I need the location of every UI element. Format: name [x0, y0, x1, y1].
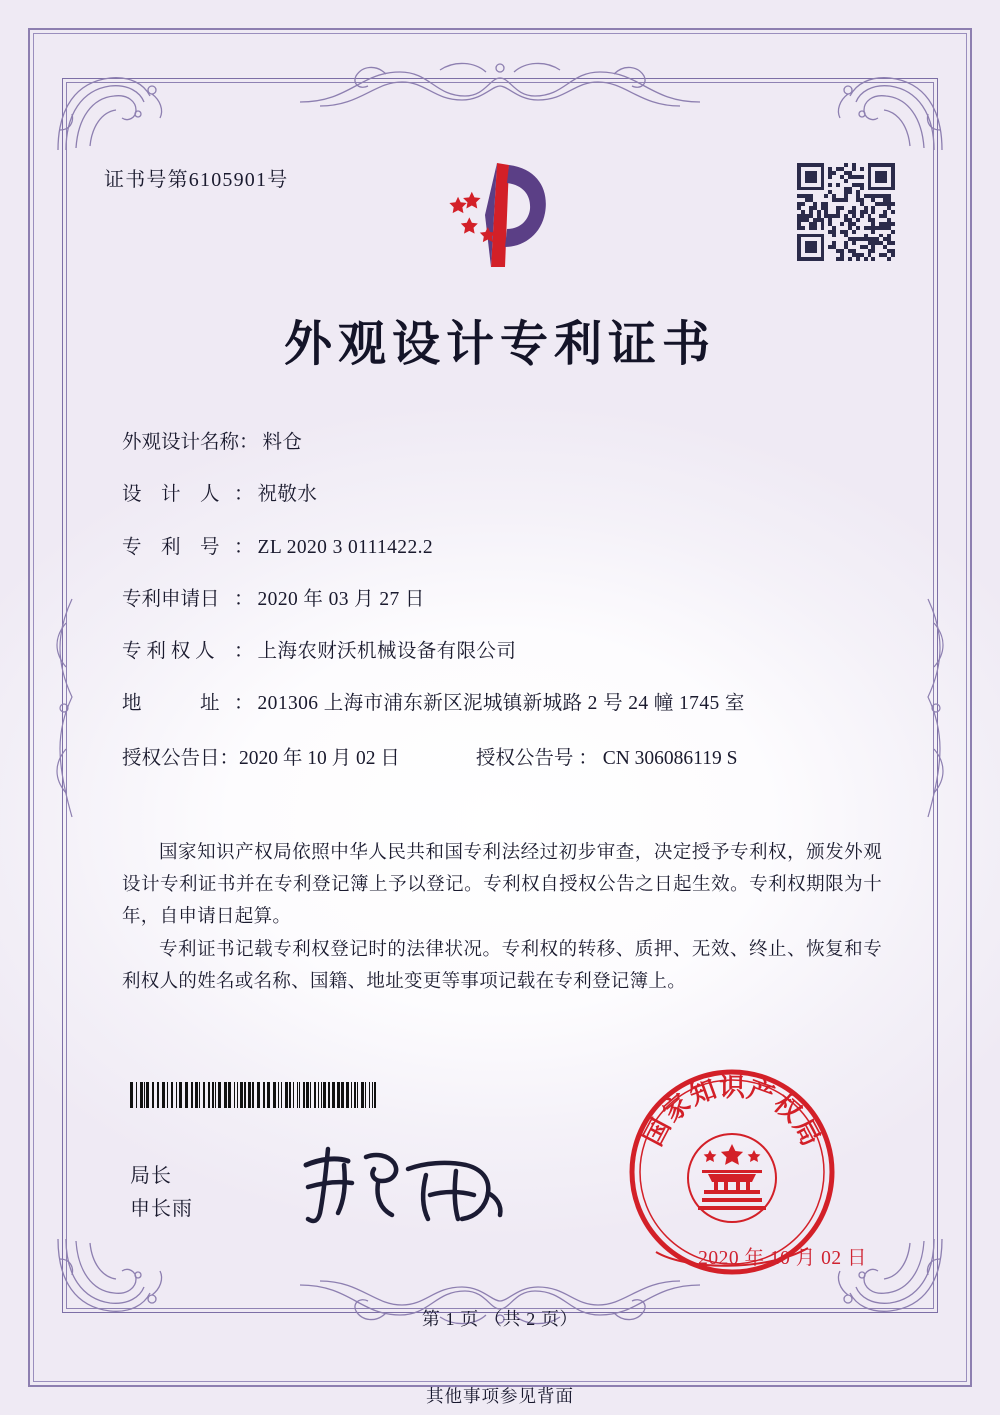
certificate-number: 证书号第6105901号 — [104, 169, 289, 191]
svg-text:知: 知 — [685, 1074, 721, 1111]
field-design-name — [122, 428, 882, 457]
field-label: 设 计 人 — [122, 484, 220, 506]
grant-date-value: 2020 年 10 月 02 日 — [239, 747, 400, 769]
field-grant-row — [122, 742, 882, 770]
field-patent-number — [122, 533, 882, 562]
director-name: 申长雨 — [130, 1198, 193, 1220]
paragraph-2: 专利证书记载专利权登记时的法律状况。专利权的转移、质押、无效、终止、恢复和专利权人的姓名或名称、国籍、地址变更等事项记载在专利登记簿上。 — [122, 940, 882, 993]
field-colon: ： — [219, 747, 240, 769]
barcode — [130, 1082, 376, 1108]
field-colon: ： — [234, 484, 254, 506]
field-colon: ： — [234, 536, 254, 558]
svg-text:识: 识 — [718, 1073, 746, 1102]
field-patentee — [122, 637, 882, 666]
corner-ornament-top-right — [828, 60, 948, 156]
field-label: 地 址 — [122, 693, 220, 715]
field-colon: ： — [234, 641, 254, 662]
field-designer — [122, 480, 882, 509]
top-ornament — [290, 56, 710, 114]
handwritten-signature — [290, 1135, 520, 1235]
svg-text:国: 国 — [638, 1114, 677, 1151]
corner-ornament-top-left — [52, 60, 172, 156]
field-colon: ： — [239, 432, 259, 453]
side-ornament-right — [920, 593, 954, 823]
field-label: 专利申请日 — [122, 588, 220, 610]
grant-number-label: 授权公告号 — [475, 747, 574, 769]
field-value: 上海农财沃机械设备有限公司 — [257, 641, 517, 662]
field-label: 专 利 号 — [122, 536, 220, 558]
field-value: 祝敬水 — [257, 484, 318, 506]
field-colon: ： — [234, 693, 254, 715]
svg-text:家: 家 — [657, 1088, 696, 1128]
field-application-date — [122, 585, 882, 614]
page-indicator: 第 1 页 （共 2 页） — [421, 1309, 579, 1329]
svg-text:产: 产 — [743, 1074, 779, 1111]
grant-number-group — [476, 742, 738, 770]
svg-text:局: 局 — [787, 1114, 826, 1151]
director-label: 局长 — [130, 1165, 172, 1187]
field-label: 专 利 权 人 — [122, 641, 215, 662]
cnipa-logo-icon — [435, 155, 565, 275]
legal-text — [122, 838, 882, 1001]
field-list — [122, 428, 882, 780]
page-title: 外观设计专利证书 — [283, 318, 716, 371]
field-colon: ： — [578, 747, 598, 769]
grant-date-label: 授权公告日 — [122, 747, 220, 769]
qr-code — [797, 163, 895, 261]
director-block — [130, 1160, 193, 1226]
side-ornament-left — [46, 593, 80, 823]
footer-note: 其他事项参见背面 — [426, 1386, 574, 1406]
field-colon: ： — [234, 588, 254, 610]
seal-date: 2020 年 10 月 02 日 — [698, 1248, 867, 1269]
svg-text:权: 权 — [768, 1088, 807, 1128]
field-address — [122, 689, 882, 718]
field-label: 外观设计名称 — [122, 432, 240, 453]
field-value: 201306 上海市浦东新区泥城镇新城路 2 号 24 幢 1745 室 — [257, 693, 745, 715]
field-value: 料仓 — [262, 432, 303, 453]
grant-number-value: CN 306086119 S — [602, 747, 738, 769]
field-value: ZL 2020 3 0111422.2 — [257, 536, 434, 558]
field-value: 2020 年 03 月 27 日 — [257, 588, 425, 610]
paragraph-1: 国家知识产权局依照中华人民共和国专利法经过初步审查，决定授予专利权，颁发外观设计专利证书并在专利登记簿上予以登记。专利权自授权公告之日起生效。专利权期限为十年，自申请日起算。 — [122, 843, 882, 927]
